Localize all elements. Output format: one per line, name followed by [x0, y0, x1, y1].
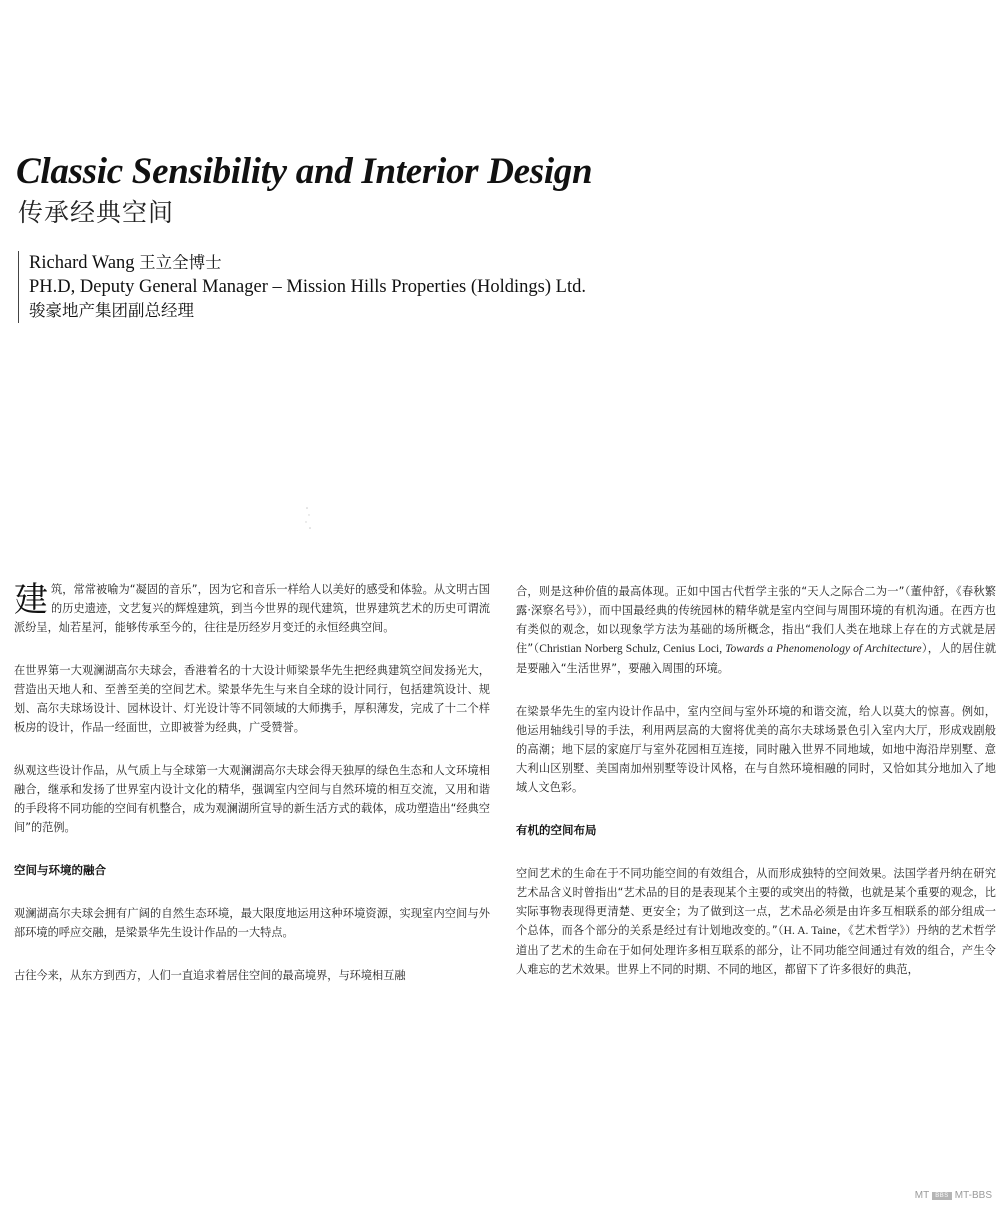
citation-author: Christian Norberg Schulz, Cenius Loci, — [539, 643, 726, 655]
paragraph — [516, 864, 996, 979]
watermark-site-text: MT-BBS — [954, 1190, 992, 1201]
paragraph — [516, 582, 996, 678]
paragraph: 在梁景华先生的室内设计作品中，室内空间与室外环境的和谐交流，给人以莫大的惊喜。例如，他运用轴线引导的手法，利用两层高的大窗将优美的高尔夫球场景色引入室内大厅，形成戏剧般的高潮；地下层的家庭厅与室外花园相互连接，同时融入世界不同地域，如地中海沿岸别墅、意大利山区别墅、美国南加州别墅等设计风格，在与自然环境相融的同时，又恰如其分地加入了地域人文色彩。 — [516, 705, 996, 794]
watermark — [915, 1190, 992, 1201]
paragraph-text: ），人的居住就是要融入“生活世界”，要融入周围的环境。 — [516, 642, 997, 675]
author-name-line — [29, 251, 586, 275]
paragraph: 纵观这些设计作品，从气质上与全球第一大观澜湖高尔夫球会得天独厚的绿色生态和人文环境相融合，继承和发扬了世界室内设计文化的精华，强调室内空间与自然环境的相互交流，又用和谐的手段将不同功能的空间有机整合，成为观澜湖所宣导的新生活方式的载体，成功塑造出“经典空间”的范例。 — [14, 764, 490, 834]
paragraph: 观澜湖高尔夫球会拥有广阔的自然生态环境，最大限度地运用这种环境资源，实现室内空间与外部环境的呼应交融，是梁景华先生设计作品的一大特点。 — [14, 907, 490, 939]
author-block — [18, 251, 586, 323]
author-name-chinese: 王立全博士 — [139, 253, 222, 272]
paragraph: 古往今来，从东方到西方，人们一直追求着居住空间的最高境界，与环境相互融 — [14, 969, 406, 982]
paragraph: 在世界第一大观澜湖高尔夫球会，香港着名的十大设计师梁景华先生把经典建筑空间发扬光大，营造出天地人和、至善至美的空间艺术。梁景华先生与来自全球的设计同行，包括建筑设计、规划、高尔夫球场设计、园林设计、灯光设计等不同领域的大师携手，厚积薄发，完成了十二个样板房的设计，作品一经面世，立即被誉为经典，广受赞誉。 — [14, 664, 490, 734]
watermark-badge: BBS — [932, 1192, 952, 1200]
section-heading: 有机的空间布局 — [516, 823, 597, 837]
author-name: Richard Wang — [29, 253, 135, 273]
section-heading: 空间与环境的融合 — [14, 863, 106, 877]
paragraph-text: 空间艺术的生命在于不同功能空间的有效组合，从而形成独特的空间效果。法国学者丹纳在研究艺术品含义时曾指出“艺术品的目的是表现某个主要的或突出的特徵，也就是某个重要的观念，比实际事物表现得更清楚、更安全；为了做到这一点，艺术品必须是由许多互相联系的部分组成一个总体，而各个部分的关系是经过有计划地改变的。”（ — [516, 867, 996, 937]
citation-author: H. A. Taine — [783, 925, 837, 937]
citation-book-title: Towards a Phenomenology of Architecture — [725, 643, 922, 655]
author-position: PH.D, Deputy General Manager – Mission Hills Properties (Holdings) Ltd. — [29, 277, 586, 297]
decorative-speck — [302, 504, 314, 532]
body-column-left — [14, 580, 490, 1009]
article-title-chinese: 传承经典空间 — [18, 198, 175, 227]
body-column-right — [516, 582, 996, 1003]
intro-paragraph-text: 筑，常常被喻为“凝固的音乐”，因为它和音乐一样给人以美好的感受和体验。从文明古国的历史遗迹，文艺复兴的辉煌建筑，到当今世界的现代建筑，世界建筑艺术的历史可谓流派纷呈，灿若星河，能够传承至今的，往往是历经岁月变迁的永恒经典空间。 — [14, 583, 490, 634]
paragraph-text: ，《艺术哲学》）丹纳的艺术哲学道出了艺术的生命在于如何处理许多相互联系的部分，让不同功能空间通过有效的组合，产生令人难忘的艺术效果。世界上不同的时期、不同的地区，都留下了许多很好的典范， — [516, 924, 996, 976]
intro-paragraph — [14, 580, 490, 637]
watermark-logo-text: MT — [914, 1190, 930, 1201]
paragraph-text: 合，则是这种价值的最高体现。正如中国古代哲学主张的“天人之际合二为一”（董仲舒，《春秋繁露·深察名号》），而中国最经典的传统园林的精华就是室内空间与周围环境的有机沟通。在西方也有类似的观念，如以现象学方法为基础的场所概念，指出“我们人类在地球上存在的方式就是居住”（ — [516, 585, 996, 655]
article-title-english: Classic Sensibility and Interior Design — [16, 151, 593, 192]
drop-cap: 建 — [14, 580, 48, 620]
author-position-chinese: 骏豪地产集团副总经理 — [29, 301, 194, 320]
